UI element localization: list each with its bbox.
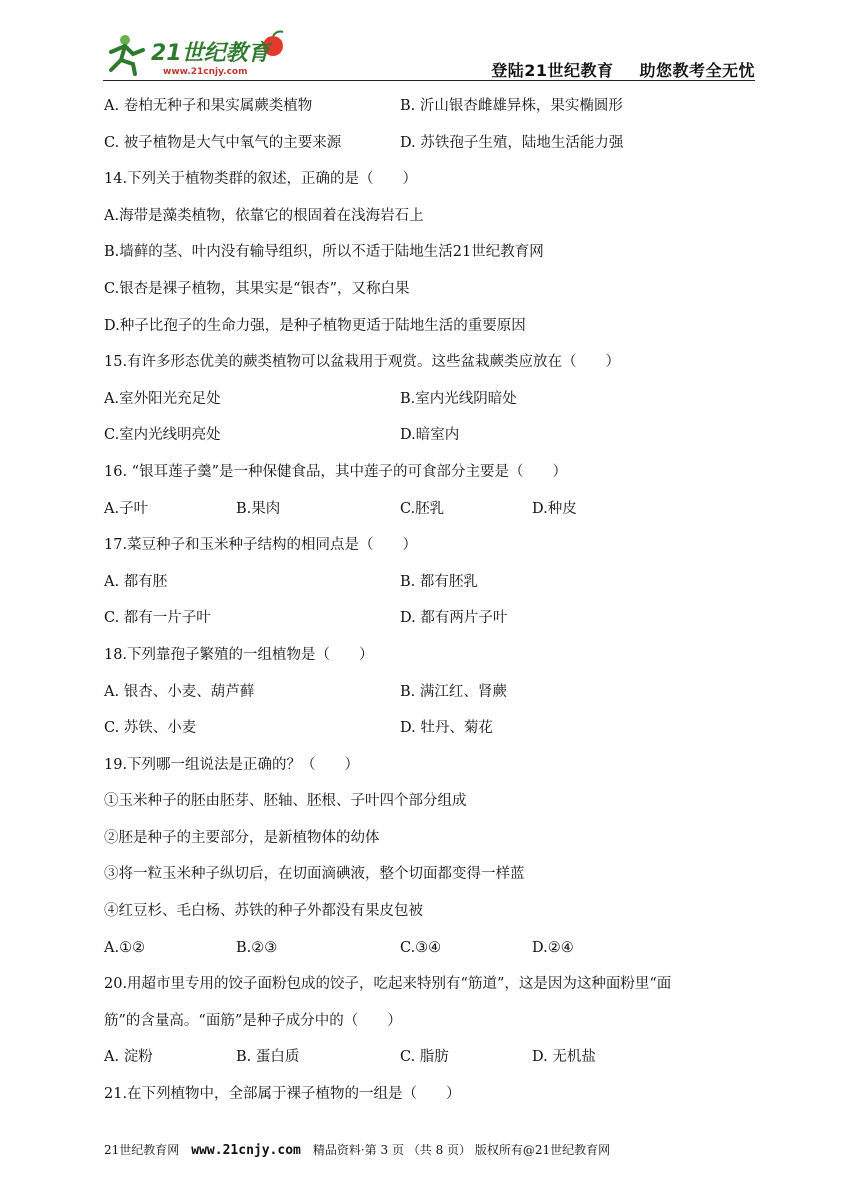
text-line bbox=[104, 787, 764, 824]
option-text: D.②④ bbox=[532, 939, 574, 956]
line-text: 17.菜豆种子和玉米种子结构的相同点是（ ） bbox=[104, 537, 418, 554]
option-text: A. 银杏、小麦、葫芦藓 bbox=[104, 683, 255, 700]
text-line bbox=[104, 531, 764, 568]
text-line bbox=[104, 714, 764, 751]
option-text: C. 苏铁、小麦 bbox=[104, 720, 197, 737]
option-text: C.胚乳 bbox=[400, 500, 445, 517]
text-line bbox=[104, 1043, 764, 1080]
text-line bbox=[104, 641, 764, 678]
option-text: D.暗室内 bbox=[400, 427, 460, 444]
footer-page-info: 精品资料·第 3 页 （共 8 页） 版权所有@21世纪教育网 bbox=[312, 1143, 611, 1157]
text-line bbox=[104, 751, 764, 788]
text-line bbox=[104, 1007, 764, 1044]
option-text: D. 都有两片子叶 bbox=[400, 610, 508, 627]
text-line bbox=[104, 421, 764, 458]
text-line bbox=[104, 458, 764, 495]
option-text: B. 蛋白质 bbox=[236, 1049, 300, 1066]
option-text: B.室内光线阴暗处 bbox=[400, 390, 517, 407]
logo-url: www.21cnjy.com bbox=[163, 67, 248, 77]
option-text: C. 被子植物是大气中氧气的主要来源 bbox=[104, 134, 342, 151]
slogan-motto: 助您教考全无忧 bbox=[639, 61, 755, 80]
logo-text: 21世纪教育 bbox=[151, 41, 270, 66]
option-text: A. 淀粉 bbox=[104, 1049, 153, 1066]
line-text: 18.下列靠孢子繁殖的一组植物是（ ） bbox=[104, 646, 374, 663]
line-text: ④红豆杉、毛白杨、苏铁的种子外都没有果皮包被 bbox=[104, 903, 423, 920]
option-text: C. 都有一片子叶 bbox=[104, 610, 211, 627]
option-text: D. 无机盐 bbox=[532, 1049, 596, 1066]
option-text: A. 卷柏无种子和果实属蕨类植物 bbox=[104, 98, 313, 114]
footer-site: 21世纪教育网 bbox=[104, 1143, 180, 1157]
option-text: B.②③ bbox=[236, 939, 278, 956]
question-content bbox=[104, 92, 764, 1117]
text-line bbox=[104, 934, 764, 971]
option-text: B. 满江红、肾蕨 bbox=[400, 683, 507, 700]
text-line bbox=[104, 495, 764, 532]
text-line bbox=[104, 970, 764, 1007]
option-text: C. 脂肪 bbox=[400, 1049, 449, 1066]
text-line bbox=[104, 275, 764, 312]
line-text: 16. “银耳莲子羹”是一种保健食品，其中莲子的可食部分主要是（ ） bbox=[104, 463, 567, 480]
option-text: C.③④ bbox=[400, 939, 442, 956]
text-line bbox=[104, 678, 764, 715]
option-text: B.果肉 bbox=[236, 500, 281, 517]
header-rule bbox=[103, 80, 755, 81]
line-text: ③将一粒玉米种子纵切后，在切面滴碘液，整个切面都变得一样蓝 bbox=[104, 866, 525, 883]
line-text: ②胚是种子的主要部分，是新植物体的幼体 bbox=[104, 829, 380, 846]
text-line bbox=[104, 312, 764, 349]
option-text: D.种皮 bbox=[532, 500, 577, 517]
header-slogan bbox=[465, 58, 755, 81]
line-text: 19.下列哪一组说法是正确的？（ ） bbox=[104, 756, 360, 773]
line-text: 15.有许多形态优美的蕨类植物可以盆栽用于观赏。这些盆栽蕨类应放在（ ） bbox=[104, 354, 621, 371]
text-line bbox=[104, 165, 764, 202]
option-text: D. 牡丹、菊花 bbox=[400, 720, 493, 737]
line-text: 21.在下列植物中，全部属于裸子植物的一组是（ ） bbox=[104, 1086, 461, 1103]
text-line bbox=[104, 897, 764, 934]
site-logo[interactable] bbox=[103, 30, 293, 80]
text-line bbox=[104, 202, 764, 239]
line-text: ①玉米种子的胚由胚芽、胚轴、胚根、子叶四个部分组成 bbox=[104, 793, 467, 810]
text-line bbox=[104, 129, 764, 166]
text-line bbox=[104, 1080, 764, 1117]
footer-url[interactable]: www.21cnjy.com bbox=[191, 1143, 301, 1158]
line-text: B.墙藓的茎、叶内没有输导组织，所以不适于陆地生活21世纪教育网 bbox=[104, 244, 544, 261]
option-text: C.室内光线明亮处 bbox=[104, 427, 221, 444]
text-line bbox=[104, 238, 764, 275]
option-text: A. 都有胚 bbox=[104, 573, 168, 590]
option-text: A.室外阳光充足处 bbox=[104, 390, 221, 407]
option-text: A.子叶 bbox=[104, 500, 149, 517]
line-text: D.种子比孢子的生命力强，是种子植物更适于陆地生活的重要原因 bbox=[104, 317, 526, 334]
line-text: 14.下列关于植物类群的叙述，正确的是（ ） bbox=[104, 171, 418, 188]
line-text: 筋”的含量高。“面筋”是种子成分中的（ ） bbox=[104, 1012, 402, 1029]
page-footer bbox=[104, 1141, 610, 1158]
option-text: D. 苏铁孢子生殖，陆地生活能力强 bbox=[400, 134, 624, 151]
text-line bbox=[104, 348, 764, 385]
text-line bbox=[104, 860, 764, 897]
text-line bbox=[104, 385, 764, 422]
line-text: C.银杏是裸子植物，其果实是“银杏”，又称白果 bbox=[104, 280, 410, 297]
option-text: B. 都有胚乳 bbox=[400, 573, 478, 590]
page-header bbox=[103, 30, 755, 82]
option-text: A.①② bbox=[104, 939, 146, 956]
runner-icon bbox=[111, 35, 143, 74]
slogan-login: 登陆21世纪教育 bbox=[491, 61, 614, 80]
text-line bbox=[104, 824, 764, 861]
text-line bbox=[104, 604, 764, 641]
line-text: A.海带是藻类植物，依靠它的根固着在浅海岩石上 bbox=[104, 207, 424, 224]
text-line bbox=[104, 92, 764, 129]
text-line bbox=[104, 568, 764, 605]
line-text: 20.用超市里专用的饺子面粉包成的饺子，吃起来特别有“筋道”，这是因为这种面粉里“面 bbox=[104, 976, 672, 993]
option-text: B. 沂山银杏雌雄异株，果实椭圆形 bbox=[400, 98, 623, 114]
